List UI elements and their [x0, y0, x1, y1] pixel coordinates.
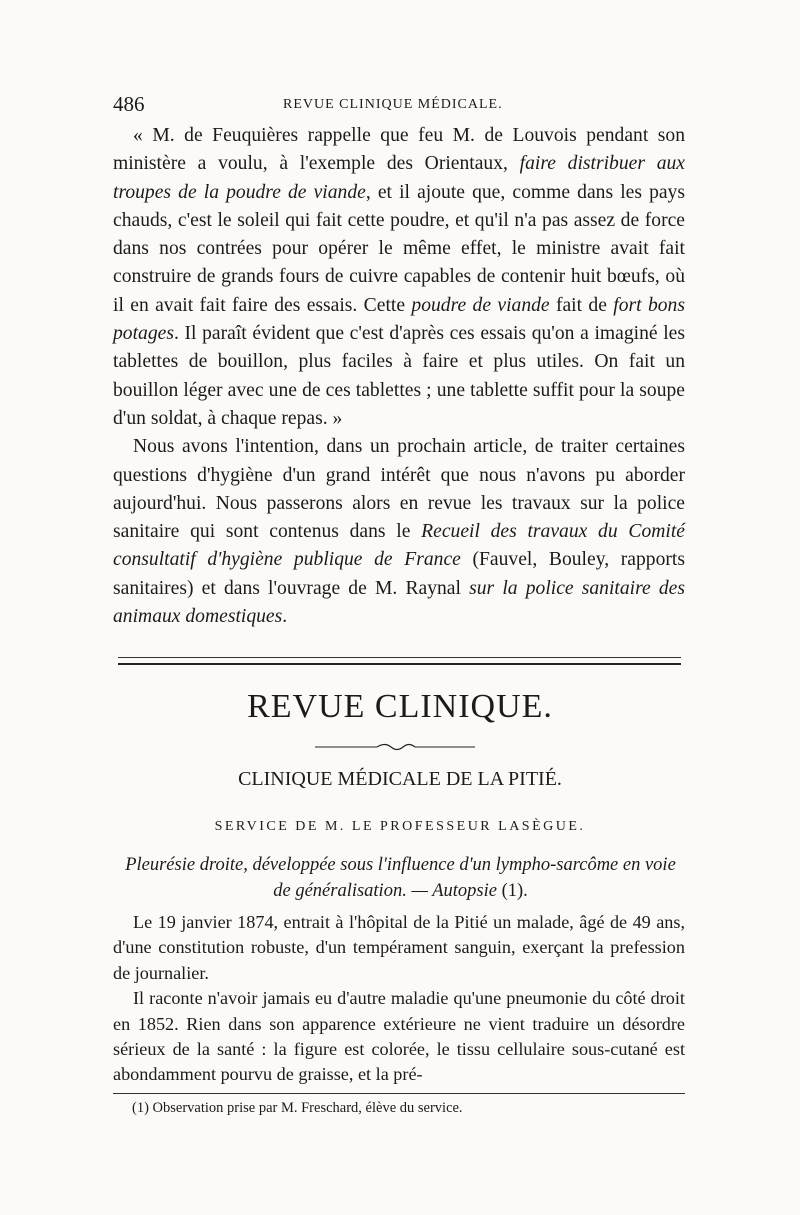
case-title — [118, 852, 683, 904]
italic-run: sur la police sanitaire des animaux domestiques — [113, 577, 685, 628]
body-text — [113, 122, 685, 631]
text-run: . — [282, 606, 288, 628]
text-run: fait de — [549, 294, 614, 316]
case-text — [113, 910, 685, 1088]
service-line: SERVICE DE M. LE PROFESSEUR LASÈGUE. — [214, 819, 586, 834]
case-paragraph-admission: Le 19 janvier 1874, entrait à l'hôpital de la Pitié un malade, âgé de 49 ans, d'une constitution robuste, d'un tempérament sanguin, exerçant la prefession de journalier. — [113, 912, 685, 983]
running-head — [113, 92, 683, 120]
case-paragraph-history: Il raconte n'avoir jamais eu d'autre maladie qu'une pneumonie du côté droit en 1852. Rien dans son apparence extérieure ne vient traduire un désordre sérieux de la santé : la figure est colorée, le tissu cellulaire sous-cutané est abondamment pourvu de graisse, et la pré- — [113, 988, 685, 1085]
text-run: , et il ajoute que, comme dans les pays chauds, c'est le soleil qui fait cette poudre, et qu'il n'a pas assez de force dans nos contrées pour opérer le même effet, le ministre avait fait construire de grands fours de cuivre capables de contenir huit bœufs, où il en avait fait faire des essais. Cette — [113, 181, 685, 316]
case-title-footnote-ref: (1). — [496, 881, 528, 901]
section-divider — [118, 657, 681, 665]
text-run: Nous avons l'intention, dans un prochain article, de traiter certaines questions d'hygiène d'un grand intérêt que nous n'avons pu aborder aujourd'hui. Nous passerons alors en revue les travaux sur la police sanitaire qui sont contenus dans le — [113, 436, 685, 543]
italic-run: faire distribuer aux troupes de la poudre de viande — [113, 153, 685, 203]
section-title: REVUE CLINIQUE. — [247, 688, 553, 725]
italic-run: fort bons potages — [113, 294, 685, 345]
running-title: REVUE CLINIQUE MÉDICALE. — [283, 97, 503, 112]
italic-run: Recueil des travaux du Comité consultatif d'hygiène publique de France — [113, 521, 685, 571]
footnote: (1) Observation prise par M. Freschard, élève du service. — [132, 1100, 463, 1116]
ornament-divider — [315, 742, 475, 752]
paragraph-intention — [113, 433, 685, 631]
footnote-rule — [113, 1093, 685, 1094]
text-run: (Fauvel, Bouley, rapports sanitaires) et dans l'ouvrage de M. Raynal — [113, 549, 685, 599]
text-run: « M. de Feuquières rappelle que feu M. de Louvois pendant son ministère a voulu, à l'exemple des Orientaux, — [113, 125, 685, 175]
case-title-text: Pleurésie droite, développée sous l'influence d'un lympho-sarcôme en voie de généralisation. — Autopsie — [125, 855, 676, 901]
italic-run: poudre de viande — [411, 294, 550, 316]
page-number: 486 — [113, 92, 145, 116]
subsection-title: CLINIQUE MÉDICALE DE LA PITIÉ. — [238, 768, 562, 790]
text-run: . Il paraît évident que c'est d'après ces essais qu'on a imaginé les tablettes de bouillon, plus faciles à faire et plus utiles. On fait un bouillon léger avec une de ces tablettes ; une tablette suffit pour la soupe d'un soldat, à chaque repas. » — [113, 323, 685, 429]
paragraph-quote — [113, 122, 685, 433]
